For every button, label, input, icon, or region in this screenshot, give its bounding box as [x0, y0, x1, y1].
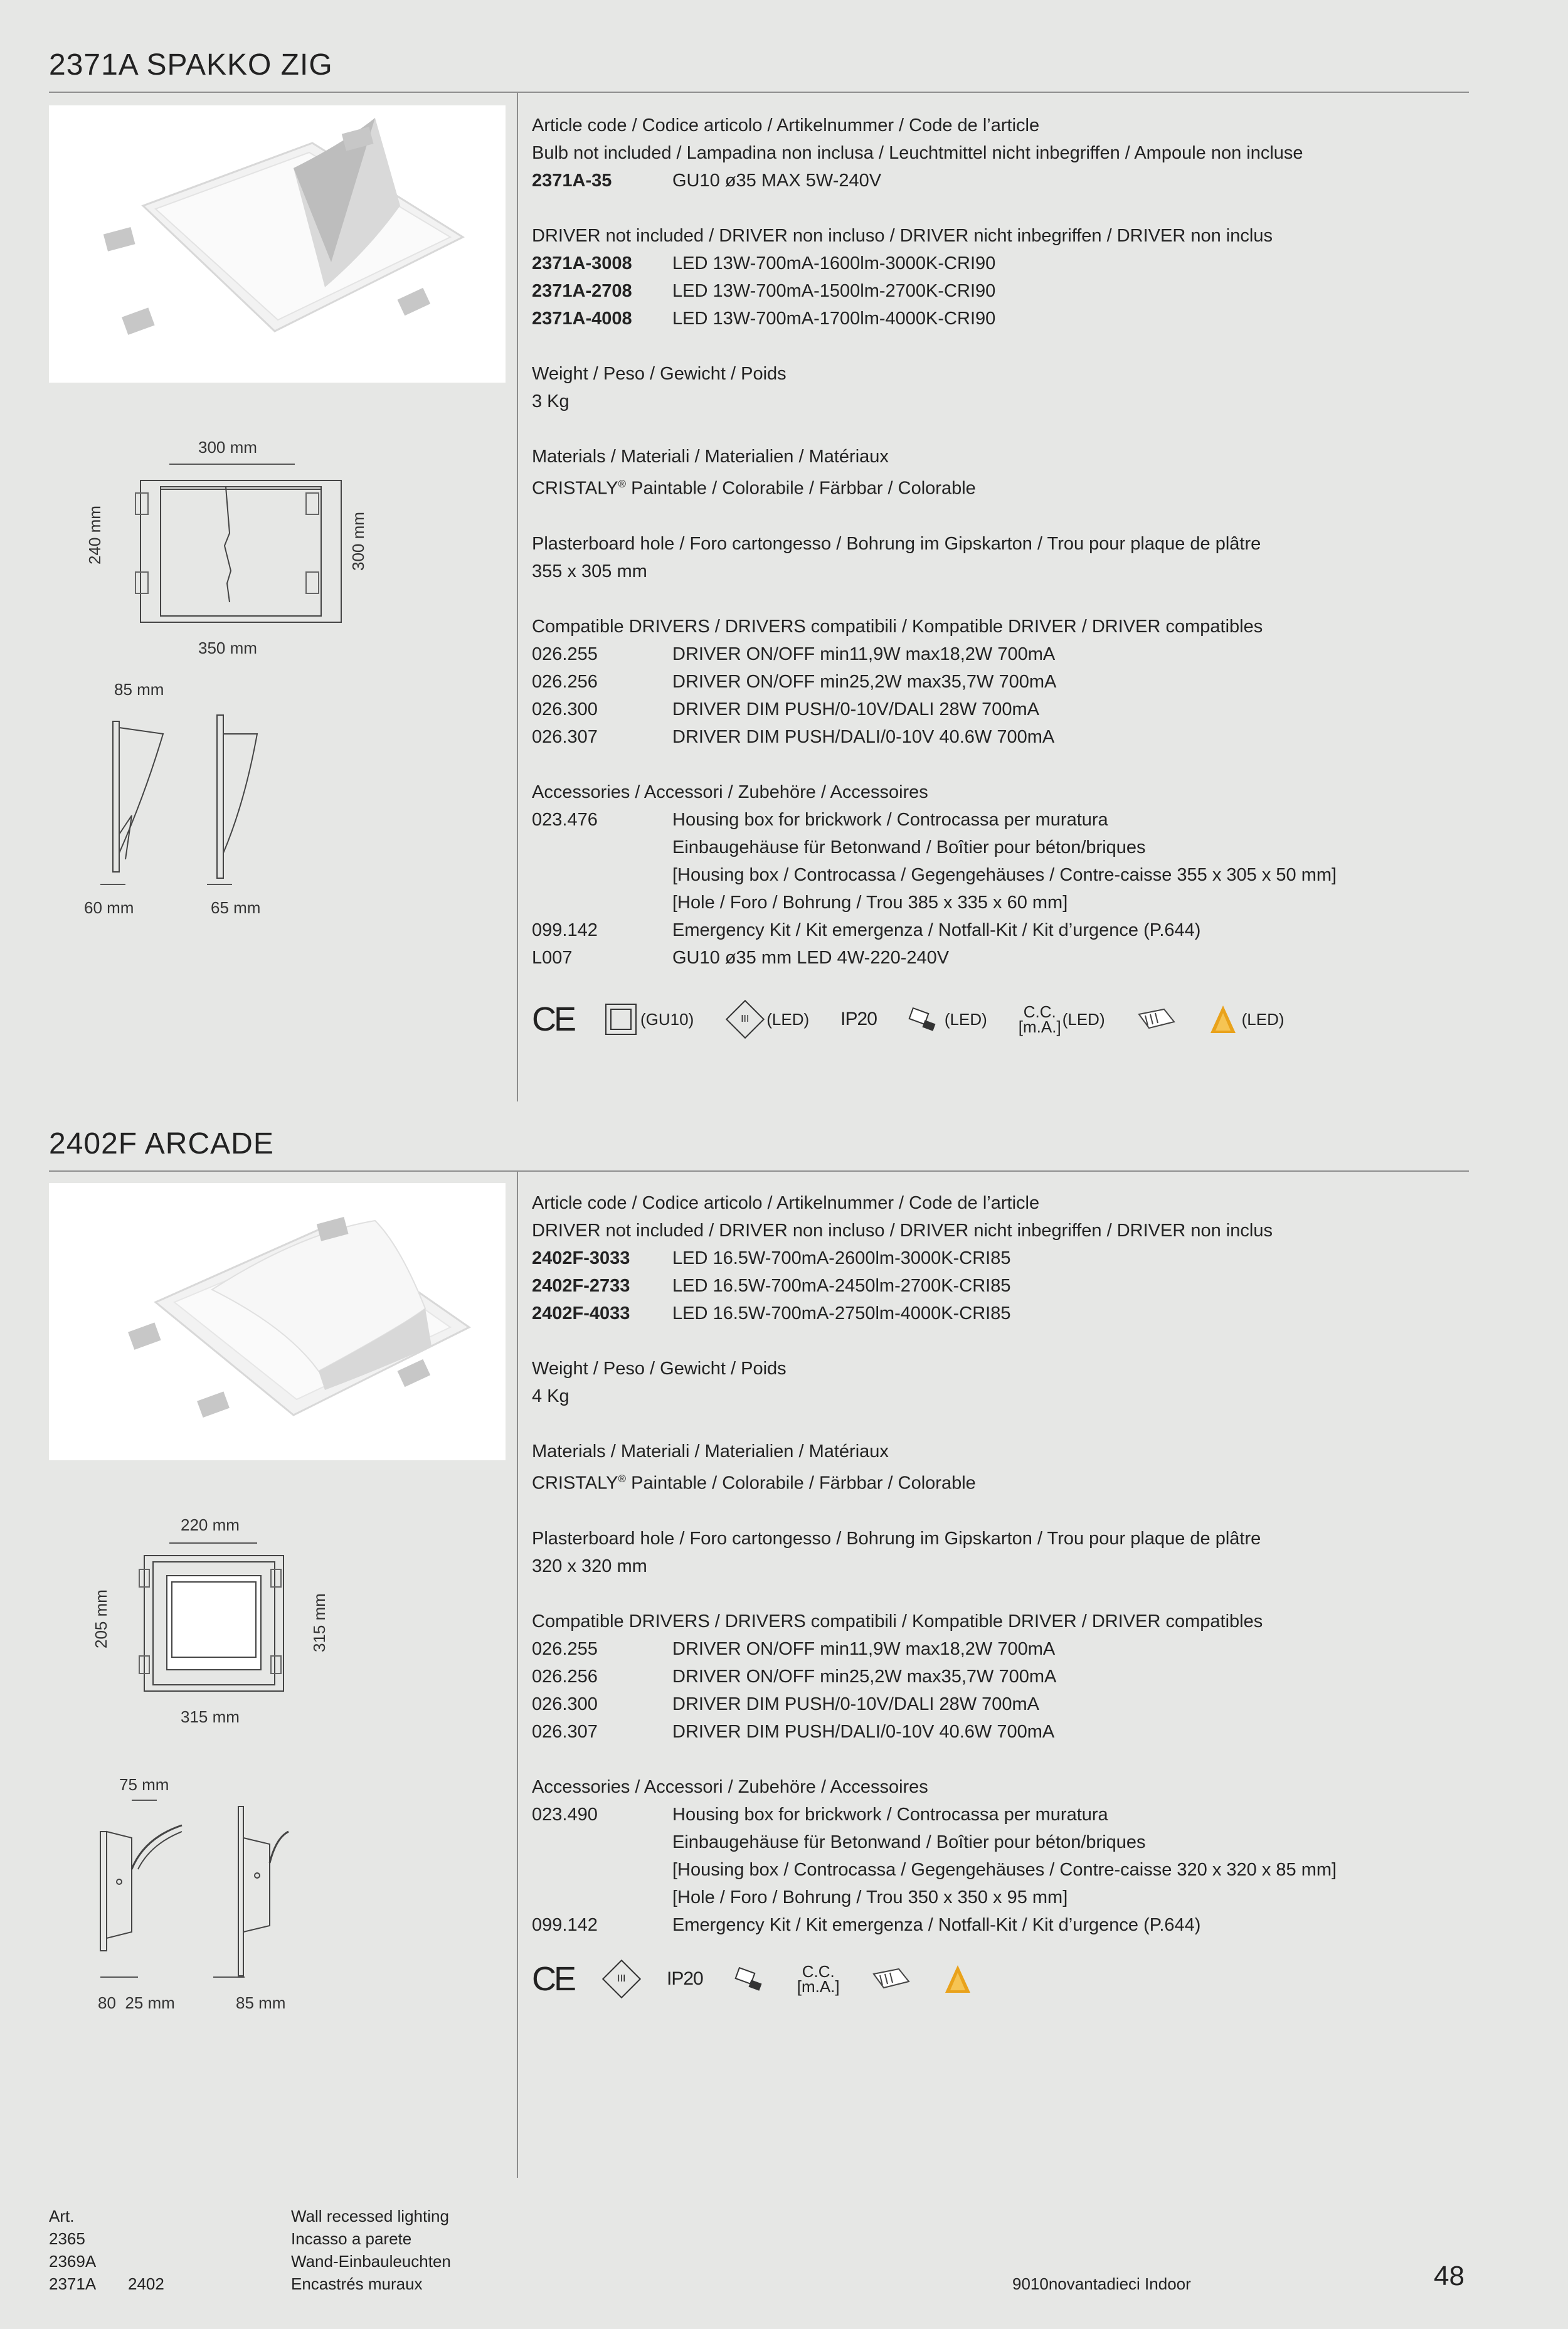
product2-rule — [49, 1170, 1469, 1172]
product2-driver-desc: DRIVER ON/OFF min25,2W max35,7W 700mA — [672, 1666, 1057, 1687]
product2-driver-code: 026.300 — [532, 1694, 598, 1714]
product1-driver-code: 026.307 — [532, 726, 598, 747]
product2-driver-row — [532, 1635, 1337, 1663]
cc-bottom: [m.A.] — [797, 1977, 840, 1996]
product1-code: 2371A-35 — [532, 171, 612, 191]
footer-category-line: Wall recessed lighting — [291, 2207, 449, 2226]
product2-materials-text: Paintable / Colorabile / Färbbar / Colorable — [626, 1473, 976, 1493]
driver-box-icon — [871, 1966, 911, 1992]
product1-accessory-code: 099.142 — [532, 920, 598, 940]
product1-code-row — [532, 167, 1337, 194]
product2-accessory-desc: [Hole / Foro / Bohrung / Trou 350 x 350 x 95 mm] — [672, 1887, 1068, 1907]
page-number: 48 — [1434, 2261, 1465, 2291]
product1-driver-desc: DRIVER ON/OFF min11,9W max18,2W 700mA — [672, 644, 1056, 664]
product2-code: 2402F-2733 — [532, 1276, 630, 1296]
cc-bottom: [m.A.] — [1018, 1017, 1061, 1036]
product1-accessory-row — [532, 834, 1337, 861]
product1-accessory-row — [532, 806, 1337, 834]
product2-code-row — [532, 1244, 1337, 1272]
product2-driver-desc: DRIVER DIM PUSH/0-10V/DALI 28W 700mA — [672, 1694, 1040, 1714]
driver-box-icon — [1136, 1007, 1177, 1032]
constant-current-icon — [797, 1964, 840, 1994]
product2-specs — [532, 1189, 1337, 1939]
product1-accessory-row — [532, 889, 1337, 916]
product1-accessory-code: L007 — [532, 947, 573, 968]
product2-materials-brand: CRISTALY — [532, 1473, 618, 1493]
product1-accessory-desc: Emergency Kit / Kit emergenza / Notfall-Kit / Kit d’urgence (P.644) — [672, 920, 1201, 940]
product1-side-drawing — [94, 709, 282, 897]
product2-code-row — [532, 1300, 1337, 1327]
product2-dim-right: 315 mm — [310, 1593, 329, 1652]
ip20-icon: IP20 — [840, 1009, 877, 1029]
product2-accessories-heading: Accessories / Accessori / Zubehöre / Accessoires — [532, 1776, 928, 1797]
product1-accessory-code: 023.476 — [532, 809, 598, 830]
footer-art-label: Art. — [49, 2207, 75, 2226]
product1-code-row — [532, 305, 1337, 332]
product2-front-drawing — [125, 1537, 314, 1700]
product1-materials-reg: ® — [618, 478, 627, 490]
product2-driver-code: 026.307 — [532, 1721, 598, 1742]
product2-dim-side-top: 75 mm — [119, 1775, 169, 1794]
product1-accessory-desc: Housing box for brickwork / Controcassa per muratura — [672, 809, 1108, 830]
product1-accessory-code — [532, 834, 672, 861]
product2-materials-heading: Materials / Materiali / Materialien / Matériaux — [532, 1441, 889, 1462]
product1-driver-desc: DRIVER DIM PUSH/0-10V/DALI 28W 700mA — [672, 699, 1040, 719]
ce-mark-icon: CE — [532, 1960, 575, 1998]
product1-code-desc: LED 13W-700mA-1700lm-4000K-CRI90 — [672, 309, 996, 329]
product2-dim-top: 220 mm — [181, 1515, 240, 1534]
product2-driver-note: DRIVER not included / DRIVER non incluso / DRIVER nicht inbegriffen / DRIVER non inclus — [532, 1221, 1273, 1241]
product1-code-row — [532, 250, 1337, 277]
product1-certification-icons — [532, 997, 1285, 1041]
product1-code-desc: LED 13W-700mA-1600lm-3000K-CRI90 — [672, 253, 996, 273]
cc-top: C.C. — [1023, 1002, 1056, 1021]
product1-code: 2371A-2708 — [532, 281, 632, 301]
product2-photo-illustration — [49, 1183, 506, 1460]
product1-dim-side-top: 85 mm — [114, 680, 164, 699]
product2-dim-left: 205 mm — [92, 1589, 110, 1648]
product1-driver-code: 026.256 — [532, 671, 598, 692]
product1-materials-heading: Materials / Materiali / Materialien / Matériaux — [532, 447, 889, 467]
product2-accessory-code — [532, 1884, 672, 1911]
gu10-label: (GU10) — [640, 1009, 694, 1029]
product1-code: 2371A-3008 — [532, 253, 632, 273]
product1-accessory-desc: Einbaugehäuse für Betonwand / Boîtier pour béton/briques — [672, 837, 1146, 857]
product1-driver-code: 026.255 — [532, 644, 598, 664]
product2-accessory-code: 099.142 — [532, 1914, 598, 1935]
product1-code-row — [532, 277, 1337, 305]
product1-hole: 355 x 305 mm — [532, 561, 647, 581]
driver-remote-icon — [908, 1005, 940, 1033]
product1-specs — [532, 112, 1337, 972]
footer-category — [291, 2205, 451, 2295]
product1-drivers-heading: Compatible DRIVERS / DRIVERS compatibili / Kompatible DRIVER / DRIVER compatibles — [532, 616, 1263, 637]
product2-accessory-row — [532, 1884, 1337, 1911]
class-iii-icon — [602, 1960, 641, 1998]
product2-dim-bottom: 315 mm — [181, 1707, 240, 1726]
footer-art-line: 2369A — [49, 2252, 97, 2271]
product2-accessory-desc: Emergency Kit / Kit emergenza / Notfall-Kit / Kit d’urgence (P.644) — [672, 1914, 1201, 1935]
product1-dim-side-right-bottom: 65 mm — [211, 898, 261, 917]
product2-accessory-row — [532, 1911, 1337, 1939]
product1-photo-illustration — [49, 105, 506, 383]
product2-weight: 4 Kg — [532, 1386, 569, 1406]
led-label-2: (LED) — [944, 1009, 987, 1029]
product2-materials-reg: ® — [618, 1473, 627, 1485]
product2-column-divider — [517, 1172, 518, 2178]
product2-accessory-code: 023.490 — [532, 1804, 598, 1825]
product2-code-row — [532, 1272, 1337, 1300]
product1-driver-desc: DRIVER ON/OFF min25,2W max35,7W 700mA — [672, 671, 1057, 692]
product2-driver-desc: DRIVER DIM PUSH/DALI/0-10V 40.6W 700mA — [672, 1721, 1055, 1742]
product1-article-heading: Article code / Codice articolo / Artikelnummer / Code de l’article — [532, 115, 1040, 135]
recessed-square-icon — [605, 1004, 637, 1035]
ip20-icon: IP20 — [667, 1968, 703, 1989]
product1-rule — [49, 92, 1469, 93]
product1-accessory-row — [532, 916, 1337, 944]
footer-category-line: Incasso a parete — [291, 2229, 412, 2248]
product1-driver-desc: DRIVER DIM PUSH/DALI/0-10V 40.6W 700mA — [672, 726, 1055, 747]
product1-title: 2371A SPAKKO ZIG — [49, 48, 333, 82]
footer-category-line: Encastrés muraux — [291, 2274, 423, 2293]
product1-code-desc: LED 13W-700mA-1500lm-2700K-CRI90 — [672, 281, 996, 301]
product2-materials — [532, 1465, 1337, 1497]
product1-accessory-row — [532, 861, 1337, 889]
product1-accessory-code — [532, 889, 672, 916]
product1-dim-top: 300 mm — [198, 438, 257, 457]
led-label-1: (LED) — [766, 1009, 810, 1029]
product1-photo — [49, 105, 506, 383]
product1-accessories-heading: Accessories / Accessori / Zubehöre / Accessoires — [532, 782, 928, 802]
product2-driver-row — [532, 1663, 1337, 1690]
product1-accessory-row — [532, 944, 1337, 972]
product2-driver-code: 026.256 — [532, 1666, 598, 1687]
product1-hole-heading: Plasterboard hole / Foro cartongesso / Bohrung im Gipskarton / Trou pour plaque de plâtre — [532, 533, 1261, 554]
product2-accessory-desc: [Housing box / Controcassa / Gegengehäuses / Contre-caisse 320 x 320 x 85 mm] — [672, 1859, 1337, 1880]
product2-code-desc: LED 16.5W-700mA-2600lm-3000K-CRI85 — [672, 1248, 1011, 1268]
product2-accessory-desc: Housing box for brickwork / Controcassa per muratura — [672, 1804, 1108, 1825]
product1-accessory-code — [532, 861, 672, 889]
product2-code: 2402F-4033 — [532, 1303, 630, 1324]
product1-driver-row — [532, 640, 1337, 668]
product2-title: 2402F ARCADE — [49, 1127, 274, 1160]
product1-weight: 3 Kg — [532, 391, 569, 411]
product1-dim-left: 240 mm — [85, 506, 104, 565]
product2-certification-icons — [532, 1957, 973, 2001]
flame-warning-icon — [943, 1964, 973, 1994]
product2-driver-row — [532, 1718, 1337, 1746]
product1-dim-side-left-bottom: 60 mm — [84, 898, 134, 917]
led-label-4: (LED) — [1241, 1009, 1285, 1029]
product2-weight-heading: Weight / Peso / Gewicht / Poids — [532, 1359, 787, 1379]
product1-bulb-note: Bulb not included / Lampadina non inclusa / Leuchtmittel nicht inbegriffen / Ampoule non incluse — [532, 143, 1303, 163]
product1-code: 2371A-4008 — [532, 309, 632, 329]
product1-accessory-desc: [Hole / Foro / Bohrung / Trou 385 x 335 x 60 mm] — [672, 892, 1068, 913]
product2-accessory-row — [532, 1856, 1337, 1884]
led-label-3: (LED) — [1062, 1009, 1105, 1029]
product1-dim-bottom: 350 mm — [198, 639, 257, 657]
footer-category-line: Wand-Einbauleuchten — [291, 2252, 451, 2271]
product2-accessory-code — [532, 1856, 672, 1884]
driver-remote-icon — [734, 1965, 766, 1993]
product1-code-desc: GU10 ø35 MAX 5W-240V — [672, 171, 882, 191]
product2-photo — [49, 1183, 506, 1460]
product2-driver-code: 026.255 — [532, 1638, 598, 1659]
flame-warning-icon — [1208, 1004, 1238, 1034]
class-iii-icon — [726, 1000, 765, 1039]
product1-driver-code: 026.300 — [532, 699, 598, 719]
product1-front-drawing — [125, 458, 351, 634]
product2-dim-side-left-bottom: 80 25 mm — [98, 1993, 175, 2012]
product2-code-desc: LED 16.5W-700mA-2450lm-2700K-CRI85 — [672, 1276, 1011, 1296]
product2-accessory-row — [532, 1828, 1337, 1856]
product1-weight-heading: Weight / Peso / Gewicht / Poids — [532, 364, 787, 384]
product2-hole-heading: Plasterboard hole / Foro cartongesso / Bohrung im Gipskarton / Trou pour plaque de plâtre — [532, 1528, 1261, 1549]
product1-materials-brand: CRISTALY — [532, 478, 618, 499]
product1-accessory-desc: GU10 ø35 mm LED 4W-220-240V — [672, 947, 950, 968]
product2-accessory-desc: Einbaugehäuse für Betonwand / Boîtier pour béton/briques — [672, 1832, 1146, 1852]
product2-code-desc: LED 16.5W-700mA-2750lm-4000K-CRI85 — [672, 1303, 1011, 1324]
ce-mark-icon: CE — [532, 1000, 575, 1038]
product1-materials-text: Paintable / Colorabile / Färbbar / Colorable — [626, 478, 976, 499]
product1-dim-right: 300 mm — [349, 512, 368, 571]
constant-current-icon — [1019, 1004, 1061, 1034]
footer-art-line: 2402 — [128, 2274, 164, 2293]
product1-column-divider — [517, 93, 518, 1101]
product2-code: 2402F-3033 — [532, 1248, 630, 1268]
footer-art-list — [49, 2205, 164, 2295]
product1-driver-row — [532, 696, 1337, 723]
product2-article-heading: Article code / Codice articolo / Artikelnummer / Code de l’article — [532, 1193, 1040, 1213]
product2-accessory-code — [532, 1828, 672, 1856]
product1-driver-note: DRIVER not included / DRIVER non incluso / DRIVER nicht inbegriffen / DRIVER non inclus — [532, 226, 1273, 246]
footer-brand: 9010novantadieci Indoor — [1012, 2274, 1191, 2293]
class-iii-text: III — [617, 1973, 626, 1984]
product2-drivers-heading: Compatible DRIVERS / DRIVERS compatibili / Kompatible DRIVER / DRIVER compatibles — [532, 1611, 1263, 1631]
cc-top: C.C. — [802, 1962, 835, 1981]
product2-driver-row — [532, 1690, 1337, 1718]
product2-side-drawing — [88, 1794, 301, 1982]
product1-driver-row — [532, 668, 1337, 696]
product1-driver-row — [532, 723, 1337, 751]
product1-materials — [532, 470, 1337, 502]
product1-accessory-desc: [Housing box / Controcassa / Gegengehäuses / Contre-caisse 355 x 305 x 50 mm] — [672, 864, 1337, 885]
class-iii-text: III — [741, 1014, 750, 1024]
product2-driver-desc: DRIVER ON/OFF min11,9W max18,2W 700mA — [672, 1638, 1056, 1659]
product2-accessory-row — [532, 1801, 1337, 1828]
footer-art-line: 2371A — [49, 2274, 97, 2293]
footer-art-line: 2365 — [49, 2229, 85, 2248]
product2-hole: 320 x 320 mm — [532, 1556, 647, 1576]
product2-dim-side-right-bottom: 85 mm — [236, 1993, 286, 2012]
